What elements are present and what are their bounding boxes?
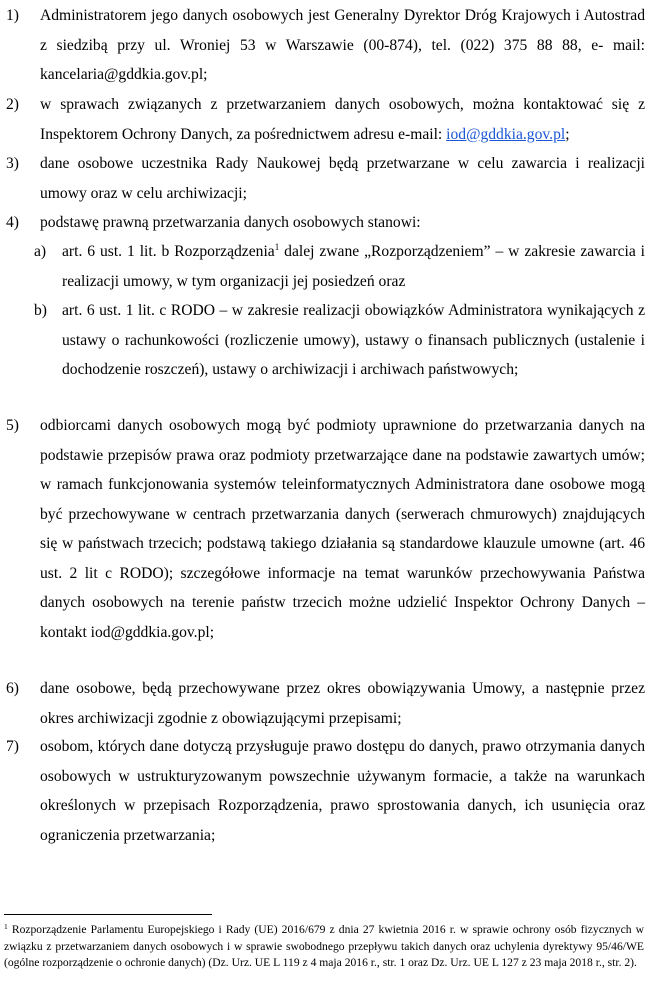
- item-number: 7): [6, 738, 19, 755]
- iod-email-link[interactable]: iod@gddkia.gov.pl: [446, 125, 566, 143]
- item-number: 5): [6, 417, 19, 434]
- item-text: dane osobowe uczestnika Rady Naukowej będą przetwarzane w celu zawarcia i realizacji umowy oraz w celu archiwizacji;: [40, 155, 645, 202]
- item-number: 6): [6, 680, 19, 697]
- item-number: 1): [6, 7, 19, 24]
- item-text: odbiorcami danych osobowych mogą być podmioty uprawnione do przetwarzania danych na podstawie przepisów prawa oraz podmioty przetwarzające dane na podstawie zawartych umów; w ramach funkcjonowania systemów teleinformatycznych Administratora dane osobowe mogą być przechowywane w centrach przetwarzania danych (serwerach chmurowych) znajdujących się w państwach trzecich; podstawą takiego działania są standardowe klauzule umowne (art. 46 ust. 2 lit c RODO); szczegółowe informacje na temat warunków przechowywania Państwa danych osobowych na terenie państw trzecich możne udzielić Inspektor Ochrony Danych – kontakt iod@gddkia.gov.pl;: [40, 417, 645, 641]
- item-letter: b): [34, 302, 47, 319]
- item-text: podstawę prawną przetwarzania danych osobowych stanowi:: [40, 214, 421, 231]
- item-text-after: dalej zwane „Rozporządzeniem” – w zakresie zawarcia i realizacji umowy, w tym organizacji jej posiedzeń oraz: [62, 243, 645, 290]
- item-text-after: ;: [565, 125, 570, 143]
- footnote-separator: [4, 914, 212, 915]
- footnote-marker: 1: [4, 922, 8, 931]
- item-text: [62, 237, 645, 296]
- item-text-before: art. 6 ust. 1 lit. b Rozporządzenia: [62, 243, 275, 260]
- item-text: dane osobowe, będą przechowywane przez okres obowiązywania Umowy, a następnie przez okres archiwizacji zgodnie z obowiązującymi przepisami;: [40, 680, 645, 727]
- footnote: [4, 922, 644, 972]
- footnote-text: Rozporządzenie Parlamentu Europejskiego i Rady (UE) 2016/679 z dnia 27 kwietnia 2016 r. w sprawie ochrony osób fizycznych w związku z przetwarzaniem danych osobowych i w sprawie swobodnego przepływu takich danych oraz uchylenia dyrektywy 95/46/WE (ogólne rozporządzenie o ochronie danych) (Dz. Urz. UE L 119 z 4 maja 2016 r., str. 1 oraz Dz. Urz. UE L 127 z 23 maja 2018 r., str. 2).: [4, 923, 644, 970]
- item-text: osobom, których dane dotyczą przysługuje prawo dostępu do danych, prawo otrzymania danych osobowych w ustrukturyzowanym powszechnie używanym formacie, a także na warunkach określonych w przepisach Rozporządzenia, prawo sprostowania danych, ich usunięcia oraz ograniczenia przetwarzania;: [40, 738, 645, 844]
- item-text-before: w sprawach związanych z przetwarzaniem danych osobowych, można kontaktować się z Inspektorem Ochrony Danych, za pośrednictwem adresu e-mail:: [40, 96, 645, 143]
- item-text: [40, 90, 645, 149]
- item-number: 4): [6, 214, 19, 231]
- item-number: 2): [6, 96, 19, 113]
- item-number: 3): [6, 155, 19, 172]
- item-text: Administratorem jego danych osobowych jest Generalny Dyrektor Dróg Krajowych i Autostrad z siedzibą przy ul. Wroniej 53 w Warszawie (00-874), tel. (022) 375 88 88, e- mail: kancelaria@gddkia.gov.pl;: [40, 7, 645, 83]
- footnote-reference[interactable]: 1: [274, 242, 280, 252]
- item-text: art. 6 ust. 1 lit. c RODO – w zakresie realizacji obowiązków Administratora wynikających z ustawy o rachunkowości (rozliczenie umowy), ustawy o finansach publicznych (ustalenie i dochodzenie roszczeń), ustawy o archiwizacji i archiwach państwowych;: [62, 302, 645, 378]
- item-letter: a): [34, 243, 47, 260]
